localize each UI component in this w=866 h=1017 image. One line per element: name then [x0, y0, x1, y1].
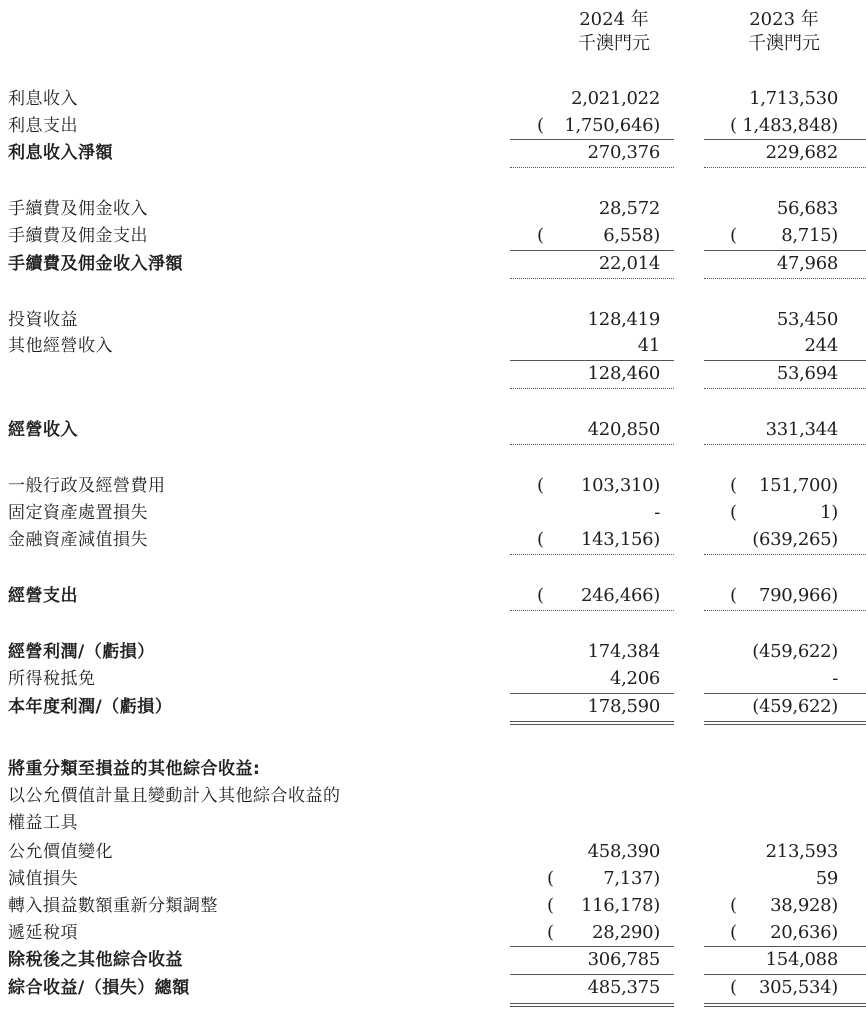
- row-interest-income: [0, 86, 866, 112]
- paren-2024: (: [537, 529, 545, 550]
- row-label: 固定資產處置損失: [8, 503, 148, 523]
- row-label: 遞延稅項: [8, 923, 78, 943]
- row-net-fee-income: [0, 251, 866, 277]
- dotted-rule: [510, 444, 674, 445]
- value-2023: 8,715): [781, 225, 838, 246]
- row-investment-subtotal: [0, 361, 866, 387]
- value-2023: 331,344: [765, 419, 838, 440]
- value-2024: 2,021,022: [571, 88, 660, 109]
- row-label: 利息收入: [8, 89, 78, 109]
- value-2023: 154,088: [765, 949, 838, 970]
- value-2024: 178,590: [587, 696, 660, 717]
- row-oci-after-tax: [0, 947, 866, 973]
- value-2024: 174,384: [587, 641, 660, 662]
- value-2024: 28,572: [598, 198, 660, 219]
- row-net-interest-income: [0, 140, 866, 166]
- double-rule-bottom: [510, 724, 674, 725]
- value-2024: 7,137): [603, 868, 660, 889]
- row-financial-asset-impairment: [0, 527, 866, 553]
- value-2023: 305,534): [758, 977, 838, 998]
- value-2023: 47,968: [776, 253, 838, 274]
- row-label: 利息收入淨額: [8, 143, 113, 163]
- row-label: 金融資產減值損失: [8, 530, 148, 550]
- paren-2023: (: [730, 585, 738, 606]
- row-label: 其他經營收入: [8, 336, 113, 356]
- row-operating-profit: [0, 639, 866, 665]
- value-2024: 28,290): [592, 922, 660, 943]
- value-2024: 4,206: [609, 668, 660, 689]
- double-rule-top: [704, 721, 866, 722]
- value-2024: 128,460: [587, 363, 660, 384]
- double-rule-bottom: [704, 1006, 866, 1007]
- row-label: 經營支出: [8, 586, 78, 606]
- row-label: 手續費及佣金收入淨額: [8, 254, 183, 274]
- row-income-tax-credit: [0, 666, 866, 692]
- column-header-2024: [534, 8, 694, 56]
- section-heading-oci: [0, 756, 866, 782]
- dotted-rule: [704, 610, 866, 611]
- value-2023: 53,450: [776, 309, 838, 330]
- row-label: 一般行政及經營費用: [8, 476, 166, 496]
- row-label: 利息支出: [8, 116, 78, 136]
- row-other-operating-income: [0, 333, 866, 359]
- row-deferred-tax: [0, 920, 866, 946]
- dotted-rule: [510, 388, 674, 389]
- column-header-2023: [704, 8, 864, 56]
- value-2023: 1,713,530: [749, 88, 838, 109]
- row-label: 手續費及佣金支出: [8, 226, 148, 246]
- value-2023: 244: [804, 335, 838, 356]
- currency-unit: 千澳門元: [578, 33, 650, 54]
- value-2024: 6,558): [603, 225, 660, 246]
- row-investment-income: [0, 307, 866, 333]
- value-2023: 59: [815, 868, 838, 889]
- row-fee-income: [0, 196, 866, 222]
- value-2024: 1,750,646): [564, 115, 660, 136]
- value-2024: 306,785: [587, 949, 660, 970]
- value-2023: (459,622): [752, 696, 838, 717]
- row-operating-expense: [0, 583, 866, 609]
- value-2024: 458,390: [587, 841, 660, 862]
- row-equity-instruments-line1: [0, 783, 866, 809]
- row-label: 減值損失: [8, 869, 78, 889]
- value-2024: 143,156): [580, 529, 660, 550]
- value-2023: 56,683: [776, 198, 838, 219]
- value-2023: 38,928): [770, 895, 838, 916]
- row-label: 投資收益: [8, 310, 78, 330]
- row-operating-income: [0, 417, 866, 443]
- row-label: 所得稅抵免: [8, 669, 96, 689]
- value-2023: 213,593: [765, 841, 838, 862]
- row-fee-expense: [0, 223, 866, 249]
- row-label: 本年度利潤/（虧損）: [8, 697, 173, 717]
- paren-2024: (: [547, 922, 555, 943]
- row-total-comprehensive-income: [0, 975, 866, 1001]
- dotted-rule: [510, 610, 674, 611]
- double-rule-top: [510, 721, 674, 722]
- row-fair-value-change: [0, 839, 866, 865]
- double-rule-bottom: [510, 1006, 674, 1007]
- value-2023: 1): [820, 502, 838, 523]
- paren-2024: (: [547, 868, 555, 889]
- year-label: 2023 年: [749, 9, 819, 30]
- row-impairment-loss: [0, 866, 866, 892]
- value-2023: 1,483,848): [742, 115, 838, 136]
- value-2024: 246,466): [580, 585, 660, 606]
- value-2024: 128,419: [587, 309, 660, 330]
- value-2023: 53,694: [776, 363, 838, 384]
- dotted-rule: [704, 444, 866, 445]
- paren-2023: (: [730, 475, 738, 496]
- row-fixed-asset-disposal-loss: [0, 500, 866, 526]
- row-label: 經營利潤/（虧損）: [8, 642, 155, 662]
- paren-2023: (: [730, 225, 738, 246]
- row-general-admin-expense: [0, 473, 866, 499]
- value-2024: 485,375: [587, 977, 660, 998]
- row-label: 綜合收益/（損失）總額: [8, 978, 190, 998]
- row-label: 以公允價值計量且變動計入其他綜合收益的: [8, 786, 341, 806]
- dotted-rule: [704, 388, 866, 389]
- paren-2023: (: [730, 115, 738, 136]
- paren-2024: (: [537, 475, 545, 496]
- row-label: 手續費及佣金收入: [8, 199, 148, 219]
- dotted-rule: [704, 167, 866, 168]
- row-equity-instruments-line2: [0, 810, 866, 836]
- row-label: 轉入損益數額重新分類調整: [8, 896, 218, 916]
- row-label: 除稅後之其他綜合收益: [8, 950, 183, 970]
- value-2024: -: [654, 502, 660, 523]
- row-label: 權益工具: [8, 813, 78, 833]
- currency-unit: 千澳門元: [748, 33, 820, 54]
- value-2023: (459,622): [752, 641, 838, 662]
- value-2023: (639,265): [752, 529, 838, 550]
- row-reclassification-adjustment: [0, 893, 866, 919]
- value-2024: 22,014: [598, 253, 660, 274]
- paren-2024: (: [537, 115, 545, 136]
- value-2023: -: [832, 668, 838, 689]
- dotted-rule: [704, 554, 866, 555]
- row-profit-for-year: [0, 694, 866, 720]
- paren-2024: (: [547, 895, 555, 916]
- dotted-rule: [510, 554, 674, 555]
- value-2024: 116,178): [580, 895, 660, 916]
- value-2023: 229,682: [765, 142, 838, 163]
- value-2023: 151,700): [758, 475, 838, 496]
- value-2024: 103,310): [580, 475, 660, 496]
- paren-2024: (: [537, 225, 545, 246]
- row-label: 公允價值變化: [8, 842, 113, 862]
- row-label: 經營收入: [8, 420, 78, 440]
- year-label: 2024 年: [579, 9, 649, 30]
- double-rule-top: [510, 1003, 674, 1004]
- row-interest-expense: [0, 113, 866, 139]
- paren-2023: (: [730, 895, 738, 916]
- value-2023: 20,636): [770, 922, 838, 943]
- value-2024: 270,376: [587, 142, 660, 163]
- dotted-rule: [510, 167, 674, 168]
- paren-2023: (: [730, 977, 738, 998]
- dotted-rule: [704, 278, 866, 279]
- value-2023: 790,966): [758, 585, 838, 606]
- paren-2024: (: [537, 585, 545, 606]
- double-rule-bottom: [704, 724, 866, 725]
- section-heading: 將重分類至損益的其他綜合收益:: [8, 759, 261, 779]
- value-2024: 420,850: [587, 419, 660, 440]
- dotted-rule: [510, 278, 674, 279]
- paren-2023: (: [730, 502, 738, 523]
- paren-2023: (: [730, 922, 738, 943]
- value-2024: 41: [637, 335, 660, 356]
- double-rule-top: [704, 1003, 866, 1004]
